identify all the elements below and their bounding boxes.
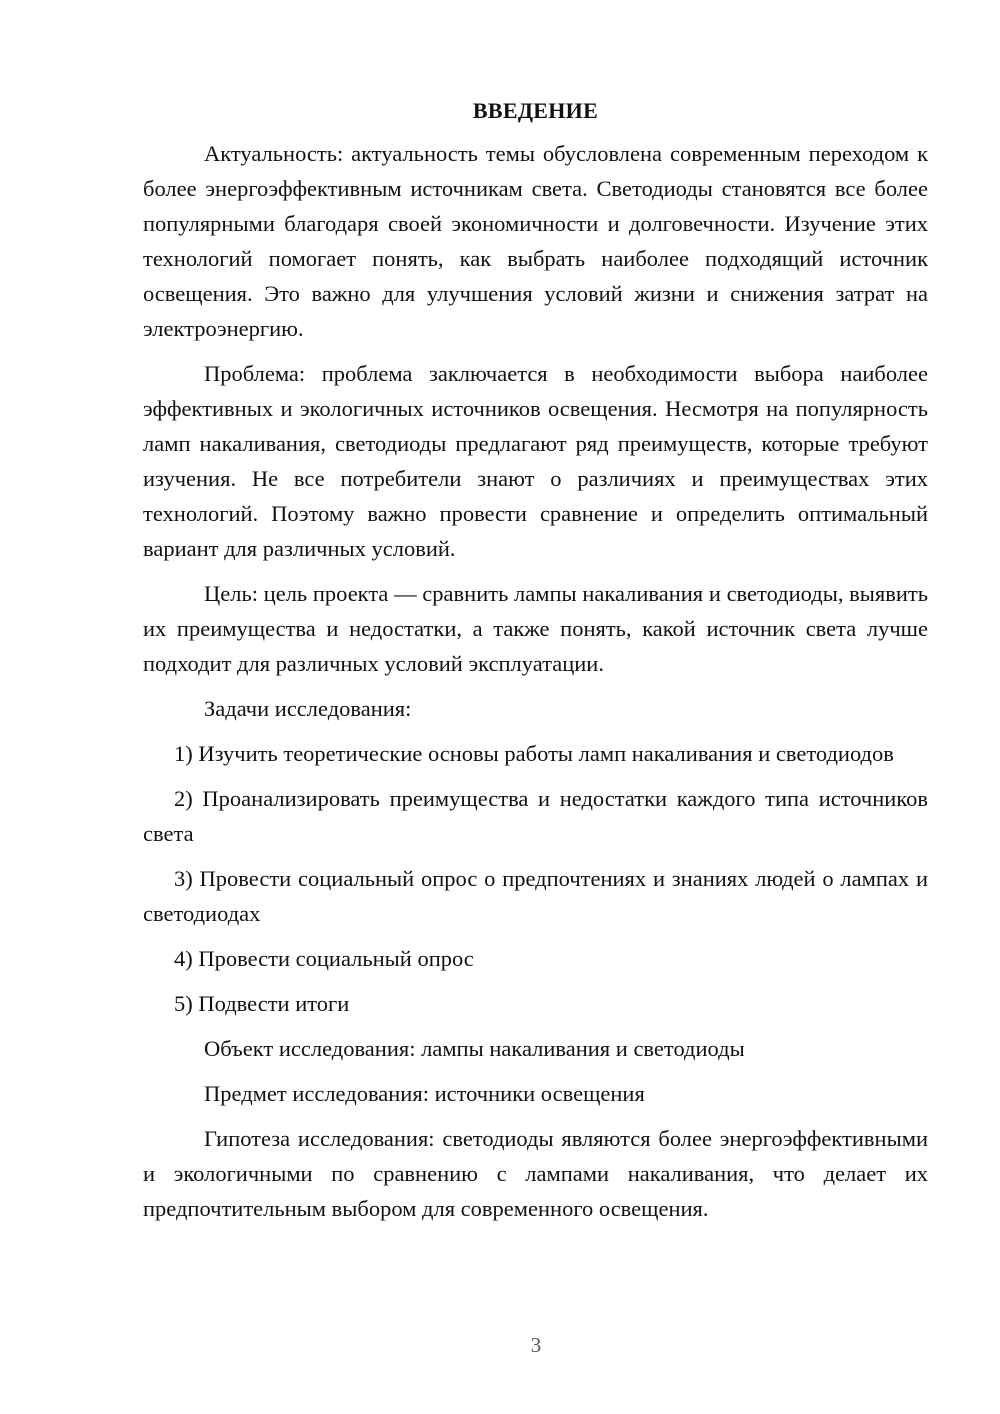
task-item: 2) Проанализировать преимущества и недостатки каждого типа источников света	[143, 786, 928, 846]
tasks-heading: Задачи исследования:	[204, 696, 412, 721]
page-number: 3	[530, 1333, 542, 1357]
research-hypothesis: Гипотеза исследования: светодиоды являются более энергоэффективными и экологичными по сравнению с лампами накаливания, что делает их предпочтительным выбором для современного освещения.	[143, 1126, 928, 1221]
relevance-paragraph: Актуальность: актуальность темы обусловлена современным переходом к более энергоэффективным источникам света. Светодиоды становятся все более популярными благодаря своей экономичности и долговечности. Изучение этих технологий помогает понять, как выбрать наиболее подходящий источник освещения. Это важно для улучшения условий жизни и снижения затрат на электроэнергию.	[143, 141, 928, 341]
task-item: 5) Подвести итоги	[174, 991, 350, 1016]
task-item: 4) Провести социальный опрос	[174, 946, 474, 971]
research-object: Объект исследования: лампы накаливания и светодиоды	[204, 1036, 745, 1061]
problem-paragraph: Проблема: проблема заключается в необходимости выбора наиболее эффективных и экологичных источников освещения. Несмотря на популярность ламп накаливания, светодиоды предлагают ряд преимуществ, которые требуют изучения. Не все потребители знают о различиях и преимуществах этих технологий. Поэтому важно провести сравнение и определить оптимальный вариант для различных условий.	[143, 361, 928, 561]
research-subject: Предмет исследования: источники освещения	[204, 1081, 645, 1106]
goal-paragraph: Цель: цель проекта — сравнить лампы накаливания и светодиоды, выявить их преимущества и недостатки, а также понять, какой источник света лучше подходит для различных условий эксплуатации.	[143, 581, 928, 676]
task-item: 1) Изучить теоретические основы работы ламп накаливания и светодиодов	[174, 741, 894, 766]
document-page	[143, 96, 928, 1236]
section-title: ВВЕДЕНИЕ	[472, 98, 599, 123]
task-item: 3) Провести социальный опрос о предпочтениях и знаниях людей о лампах и светодиодах	[143, 866, 928, 926]
